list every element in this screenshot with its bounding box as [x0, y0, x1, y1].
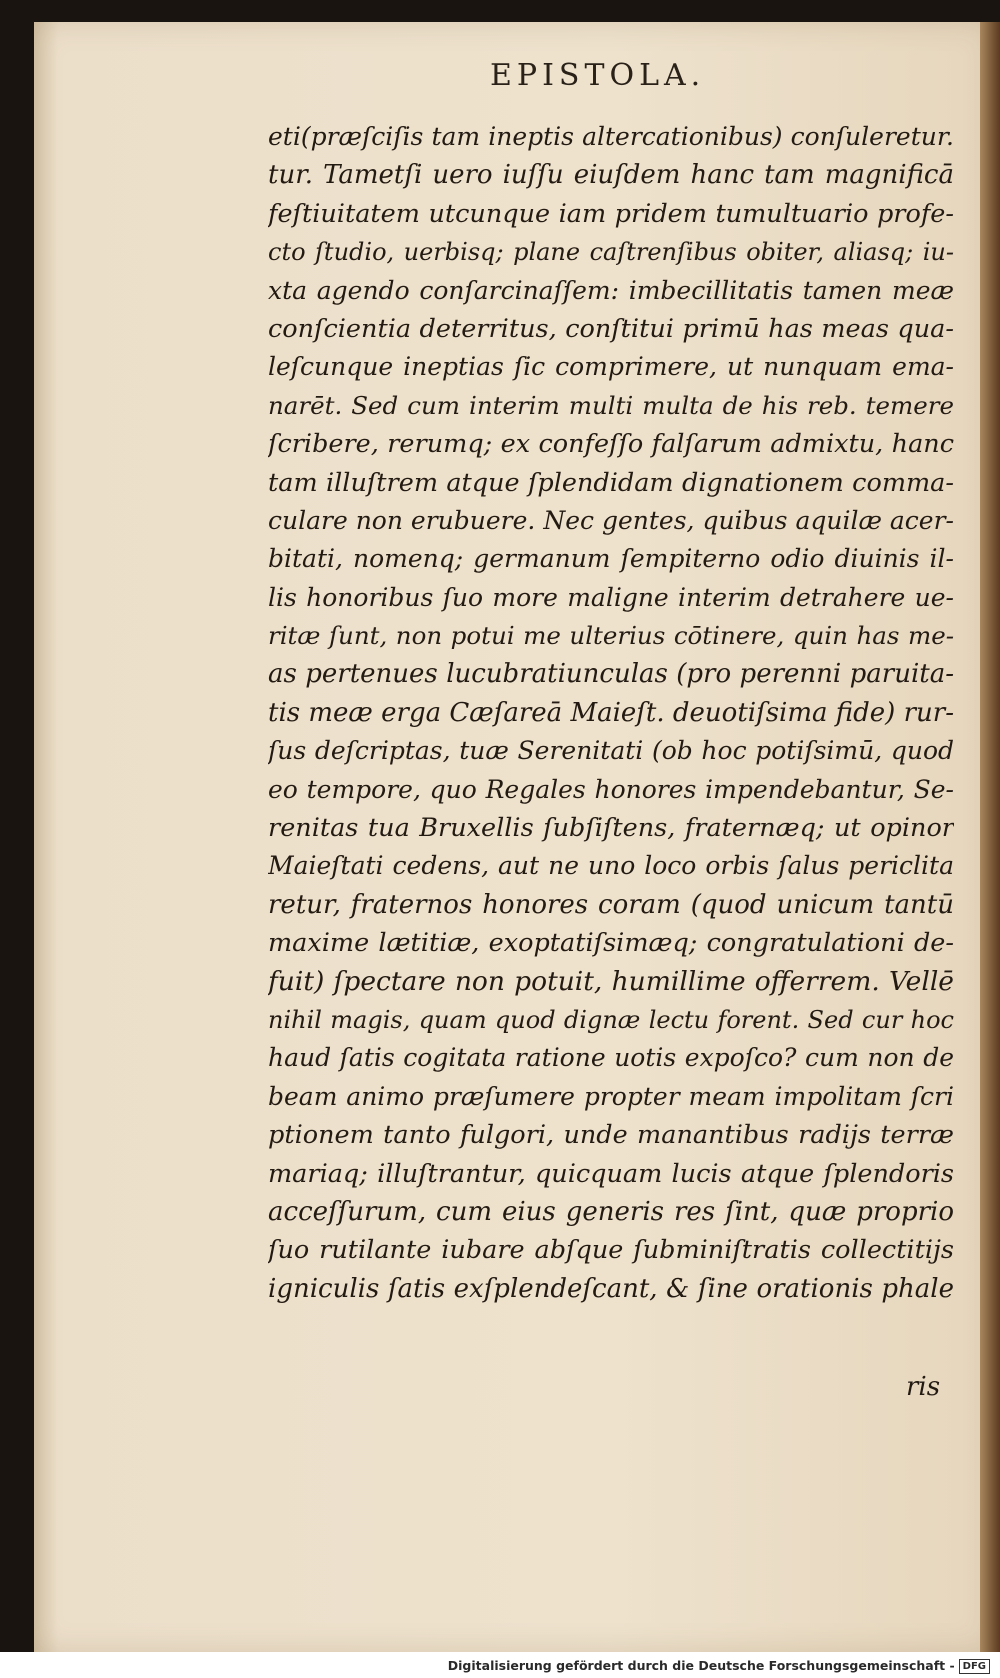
text-line: mariaq; illuſtrantur, quicquam lucis atque ſplendoris	[268, 1158, 954, 1189]
text-line: igniculis ſatis exſplendeſcant, & ſine orationis phale	[268, 1273, 954, 1304]
text-line: nihil magis, quam quod dignæ lectu forent. Sed cur hoc	[268, 1005, 954, 1034]
text-line: eti(præſciſis tam ineptis altercationibus) conſuleretur.	[268, 122, 954, 151]
page-edge	[980, 22, 1000, 1652]
text-line: maxime lætitiæ, exoptatiſsimæq; congratulationi de-	[268, 928, 954, 959]
text-line: conſcientia deterritus, conſtitui primū has meas qua-	[268, 313, 954, 344]
text-line: eo tempore, quo Regales honores impendebantur, Se-	[268, 774, 954, 804]
text-line: culare non erubuere. Nec gentes, quibus aquilæ acer-	[268, 505, 954, 535]
catchword: ris	[906, 1372, 941, 1402]
text-line: beam animo præſumere propter meam impolitam ſcri	[268, 1081, 954, 1111]
text-line: lis honoribus ſuo more maligne interim detrahere ue-	[268, 582, 954, 612]
text-line: tam illuſtrem atque ſplendidam dignationem comma-	[268, 467, 954, 498]
text-line: leſcunque ineptias ſic comprimere, ut nunquam ema-	[268, 352, 954, 382]
text-line: narēt. Sed cum interim multi multa de his reb. temere	[268, 390, 954, 420]
text-line: tis meæ erga Cæſareā Maieſt. deuotiſsima fide) rur-	[268, 697, 954, 728]
text-line: renitas tua Bruxellis ſubſiſtens, fraternæq; ut opinor	[268, 813, 954, 844]
footer-bar	[0, 1652, 1000, 1678]
running-head: EPISTOLA.	[490, 58, 706, 93]
footer-credit	[448, 1658, 990, 1674]
text-line: xta agendo conſarcinaſſem: imbecillitatis tamen meæ	[268, 275, 954, 305]
text-line: feſtiuitatem utcunque iam pridem tumultuario profe-	[268, 198, 954, 229]
text-line: haud ſatis cogitata ratione uotis expoſco? cum non de	[268, 1043, 954, 1073]
footer-credit-text: Digitalisierung gefördert durch die Deutsche Forschungsgemeinschaft -	[447, 1658, 955, 1673]
text-line: fuit) ſpectare non potuit, humillime offerrem. Vellē	[268, 965, 954, 997]
text-line: ſus deſcriptas, tuæ Serenitati (ob hoc potiſsimū, quod	[268, 736, 954, 766]
text-line: bitati, nomenq; germanum ſempiterno odio diuinis il-	[268, 544, 954, 574]
text-line: retur, fraternos honores coram (quod unicum tantū	[268, 889, 954, 920]
text-line: ſuo rutilante iubare abſque ſubminiſtratis collectitijs	[268, 1235, 954, 1266]
text-line: Maieſtati cedens, aut ne uno loco orbis ſalus periclita	[268, 851, 954, 881]
text-line: cto ſtudio, uerbisq; plane caſtrenſibus obiter, aliasq; iu-	[268, 238, 954, 267]
dfg-logo-icon: DFG	[959, 1659, 990, 1674]
text-line: ptionem tanto fulgori, unde manantibus radijs terræ	[268, 1120, 954, 1151]
text-block	[268, 118, 954, 1308]
text-line: tur. Tametſi uero iuſſu eiuſdem hanc tam magnificā	[268, 160, 954, 191]
text-line: acceſſurum, cum eius generis res ſint, quæ proprio	[268, 1196, 954, 1227]
text-line: ritæ ſunt, non potui me ulterius cōtinere, quin has me-	[268, 621, 954, 651]
text-line: as pertenues lucubratiunculas (pro perenni paruita-	[268, 659, 954, 690]
text-line: ſcribere, rerumq; ex confeſſo falſarum admixtu, hanc	[268, 429, 954, 460]
